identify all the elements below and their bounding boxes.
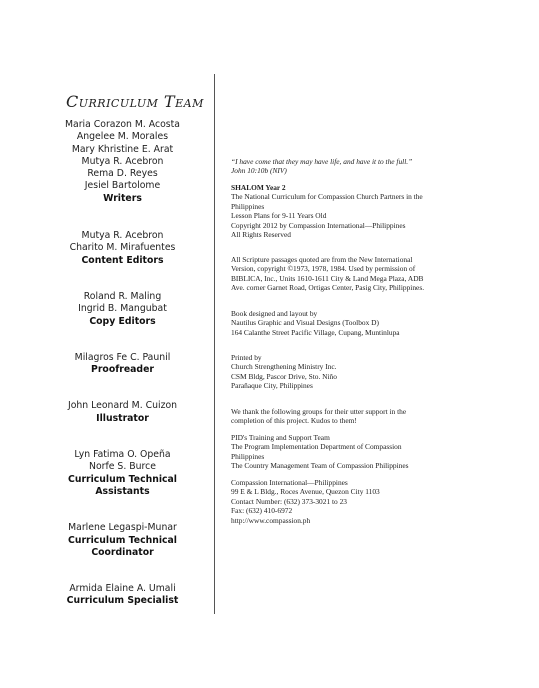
info-line: Philippines bbox=[231, 451, 265, 461]
curriculum-team-column bbox=[40, 92, 205, 608]
team-member-name: Mutya R. Acebron bbox=[81, 155, 164, 167]
info-line: The Program Implementation Department of Compassion bbox=[231, 442, 402, 452]
team-group bbox=[40, 291, 205, 328]
info-line: Nautilus Graphic and Visual Designs (Toolbox D) bbox=[231, 318, 379, 328]
team-role: Curriculum Technical Coordinator bbox=[68, 534, 177, 558]
publication-title: SHALOM Year 2 bbox=[231, 183, 286, 192]
publication-lines bbox=[231, 192, 521, 239]
thanks-block bbox=[231, 407, 521, 426]
team-member-name: Mutya R. Acebron bbox=[81, 230, 164, 242]
team-role: Proofreader bbox=[91, 364, 154, 376]
team-member-name: Armida Elaine A. Umali bbox=[69, 583, 176, 595]
info-line: Fax: (632) 410-6972 bbox=[231, 506, 293, 516]
team-member-name: Norfe S. Burce bbox=[89, 461, 156, 473]
team-member-name: Roland R. Maling bbox=[83, 290, 162, 302]
team-member-name: Jesiel Bartolome bbox=[84, 180, 161, 192]
info-line: Copyright 2012 by Compassion International—Philippines bbox=[231, 220, 406, 230]
info-line: completion of this project. Kudos to them! bbox=[231, 416, 357, 426]
team-member-name: Charito M. Mirafuentes bbox=[69, 242, 176, 254]
team-group bbox=[40, 522, 205, 559]
team-member-name: Maria Corazon M. Acosta bbox=[64, 119, 180, 130]
team-group bbox=[40, 449, 205, 498]
team-member-name: Mary Khristine E. Arat bbox=[71, 143, 174, 155]
team-group bbox=[40, 230, 205, 267]
column-divider bbox=[214, 74, 215, 614]
info-line: 99 E & L Bldg., Roces Avenue, Quezon City 1103 bbox=[231, 487, 380, 497]
design-block bbox=[231, 309, 521, 337]
info-line: BIBLICA, Inc., Units 1610-1611 City & Land Mega Plaza, ADB bbox=[231, 273, 424, 283]
team-group bbox=[40, 352, 205, 377]
contact-block bbox=[231, 478, 521, 525]
info-line: Ave. corner Garnet Road, Ortigas Center, Pasig City, Philippines. bbox=[231, 283, 425, 293]
info-line: http://www.compassion.ph bbox=[231, 515, 311, 525]
printed-block bbox=[231, 353, 521, 391]
info-line: The National Curriculum for Compassion Church Partners in the bbox=[231, 192, 423, 202]
info-line: PID's Training and Support Team bbox=[231, 433, 330, 442]
team-role: Curriculum Specialist bbox=[66, 595, 179, 607]
scripture-block bbox=[231, 255, 521, 293]
team-member-name: Angelee M. Morales bbox=[76, 131, 169, 143]
info-line: Compassion International—Philippines bbox=[231, 478, 348, 487]
epigraph-reference: John 10:10b (NIV) bbox=[231, 166, 287, 176]
team-group bbox=[40, 400, 205, 425]
team-member-name: Ingrid B. Mangubat bbox=[78, 303, 167, 315]
team-role: Content Editors bbox=[81, 254, 164, 266]
epigraph-quote: “I have come that they may have life, and have it to the full.” bbox=[231, 157, 413, 166]
team-member-name: Marlene Legaspi-Munar bbox=[68, 522, 177, 534]
curriculum-team-title: Curriculum Team bbox=[66, 92, 204, 111]
team-role: Copy Editors bbox=[89, 315, 156, 327]
info-line: Church Strengthening Ministry Inc. bbox=[231, 362, 337, 372]
team-member-name: Milagros Fe C. Paunil bbox=[74, 351, 171, 363]
info-line: Version, copyright ©1973, 1978, 1984. Used by permission of bbox=[231, 264, 416, 274]
team-role: Writers bbox=[103, 192, 142, 204]
info-line: 164 Calanthe Street Pacific Village, Cupang, Muntinlupa bbox=[231, 327, 400, 337]
info-line: Printed by bbox=[231, 353, 262, 362]
info-line: Lesson Plans for 9-11 Years Old bbox=[231, 211, 327, 221]
publication-block bbox=[231, 183, 521, 239]
info-line: Philippines bbox=[231, 201, 265, 211]
info-line: We thank the following groups for their utter support in the bbox=[231, 407, 407, 416]
team-role: Curriculum Technical Assistants bbox=[68, 473, 177, 497]
info-line: All Rights Reserved bbox=[231, 230, 291, 240]
team-group bbox=[40, 119, 205, 205]
team-member-name: John Leonard M. Cuizon bbox=[67, 400, 178, 412]
team-groups bbox=[40, 119, 205, 608]
epigraph bbox=[231, 157, 521, 176]
team-member-name: Lyn Fatima O. Opeña bbox=[74, 449, 171, 461]
info-line: CSM Bldg, Pascor Drive, Sto. Niño bbox=[231, 371, 337, 381]
info-line: The Country Management Team of Compassion Philippines bbox=[231, 461, 409, 471]
info-line: Parañaque City, Philippines bbox=[231, 381, 313, 391]
info-line: All Scripture passages quoted are from the New International bbox=[231, 255, 413, 264]
info-line: Contact Number: (632) 373-3021 to 23 bbox=[231, 496, 347, 506]
team-member-name: Rema D. Reyes bbox=[87, 168, 158, 180]
team-role: Illustrator bbox=[96, 412, 149, 424]
info-line: Book designed and layout by bbox=[231, 309, 318, 318]
team-group bbox=[40, 583, 205, 608]
support-groups-block bbox=[231, 433, 521, 471]
